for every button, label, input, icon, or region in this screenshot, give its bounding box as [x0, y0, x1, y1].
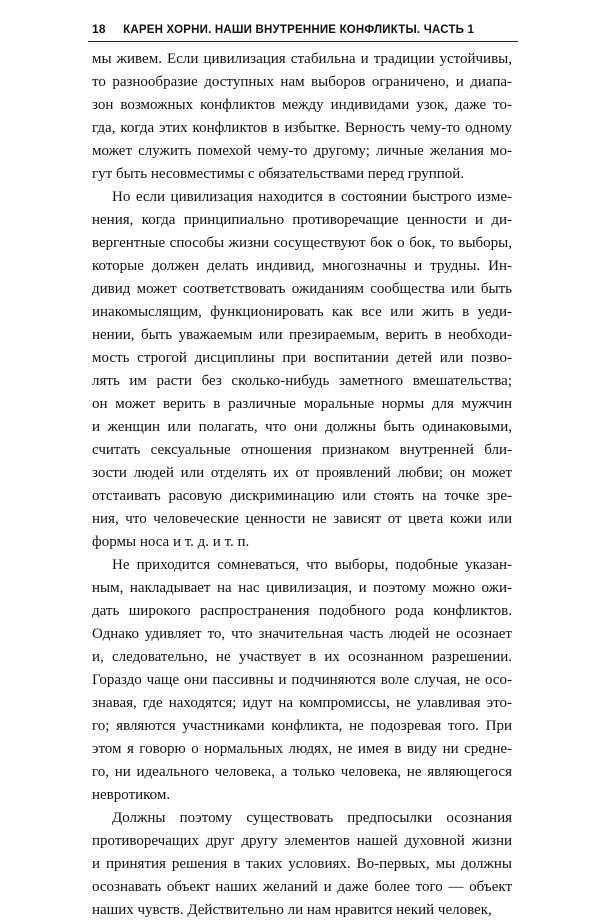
running-title: КАРЕН ХОРНИ. НАШИ ВНУТРЕННИЕ КОНФЛИКТЫ. ЧАСТЬ 1: [123, 24, 475, 36]
text-line: вергентные способы жизни сосуществуют бок о бок, то выборы,: [92, 235, 512, 251]
text-line: он может верить в различные моральные нормы для мужчин: [92, 396, 512, 412]
text-line: нении, быть уважаемым или презираемым, верить в необходи-: [92, 327, 512, 343]
text-line: которые должен делать индивид, многозначны и трудны. Ин-: [92, 258, 512, 274]
text-line: дивид может соответствовать ожиданиям сообщества или быть: [92, 281, 512, 297]
text-line: мость строгой дисциплины при воспитании детей или позво-: [92, 350, 512, 366]
text-line: отстаивать расовую дискриминацию или стоять на точке зре-: [92, 488, 512, 504]
text-line: Однако удивляет то, что значительная часть людей не осознает: [92, 626, 512, 642]
text-line: противоречащих друг другу элементов нашей духовной жизни: [92, 833, 512, 849]
text-line: нения, когда принципиально противоречащие ценности и ди-: [92, 212, 512, 228]
text-line: невротиком.: [92, 787, 171, 803]
text-line: ния, что человеческие ценности не зависят от цвета кожи или: [92, 511, 512, 527]
paragraph: [92, 807, 512, 922]
text-line: может служить помехой чему-то другому; личные желания мо-: [92, 143, 512, 159]
text-line: зон возможных конфликтов между индивидами узок, даже то-: [92, 97, 512, 113]
text-line: этом я говорю о нормальных людях, не имея в виду ни средне-: [92, 741, 512, 757]
text-line: знавая, где находятся; идут на компромиссы, не улавливая это-: [92, 695, 512, 711]
text-line: Но если цивилизация находится в состоянии быстрого изме-: [112, 189, 512, 205]
running-header: [92, 22, 512, 42]
text-line: Должны поэтому существовать предпосылки осознания: [112, 810, 512, 826]
text-line: осознавать объект наших желаний и даже более того — объект: [92, 879, 512, 895]
text-line: го; являются участниками конфликта, не подозревая того. При: [92, 718, 512, 734]
page-number: 18: [92, 22, 106, 36]
text-line: наших чувств. Действительно ли нам нравится некий человек,: [92, 902, 492, 918]
paragraph: [92, 186, 512, 554]
paragraph: [92, 554, 512, 807]
text-line: зости людей или отделять их от проявлений любви; он может: [92, 465, 512, 481]
text-line: го, ни идеального человека, а только человека, не являющегося: [92, 764, 512, 780]
text-line: ным, накладывает на нас цивилизация, и поэтому можно ожи-: [92, 580, 512, 596]
text-line: инакомыслящим, функционировать как все или жить в уеди-: [92, 304, 512, 320]
paragraph: [92, 48, 512, 186]
text-line: то разнообразие доступных нам выборов ограничено, и диапа-: [92, 74, 512, 90]
text-line: гда, когда этих конфликтов в избытке. Верность чему-то одному: [92, 120, 512, 136]
text-line: Не приходится сомневаться, что выборы, подобные указан-: [112, 557, 512, 573]
text-line: и принятия решения в таких условиях. Во-первых, мы должны: [92, 856, 512, 872]
text-line: Гораздо чаще они пассивны и подчиняются воле случая, не осо-: [92, 672, 512, 688]
header-divider: [88, 41, 518, 42]
text-line: лять им расти без сколько-нибудь заметного вмешательства;: [92, 373, 512, 389]
text-line: дать широкого распространения подобного рода конфликтов.: [92, 603, 512, 619]
text-line: и женщин или полагать, что они должны быть одинаковыми,: [92, 419, 512, 435]
text-line: гут быть несовместимы с обязательствами перед группой.: [92, 166, 465, 182]
text-line: и, следовательно, не участвует в их осознанном разрешении.: [92, 649, 512, 665]
text-line: мы живем. Если цивилизация стабильна и традиции устойчивы,: [92, 51, 512, 67]
body-text: [92, 48, 512, 922]
text-line: считать сексуальные отношения признаком внутренней бли-: [92, 442, 512, 458]
text-line: формы носа и т. д. и т. п.: [92, 534, 250, 550]
